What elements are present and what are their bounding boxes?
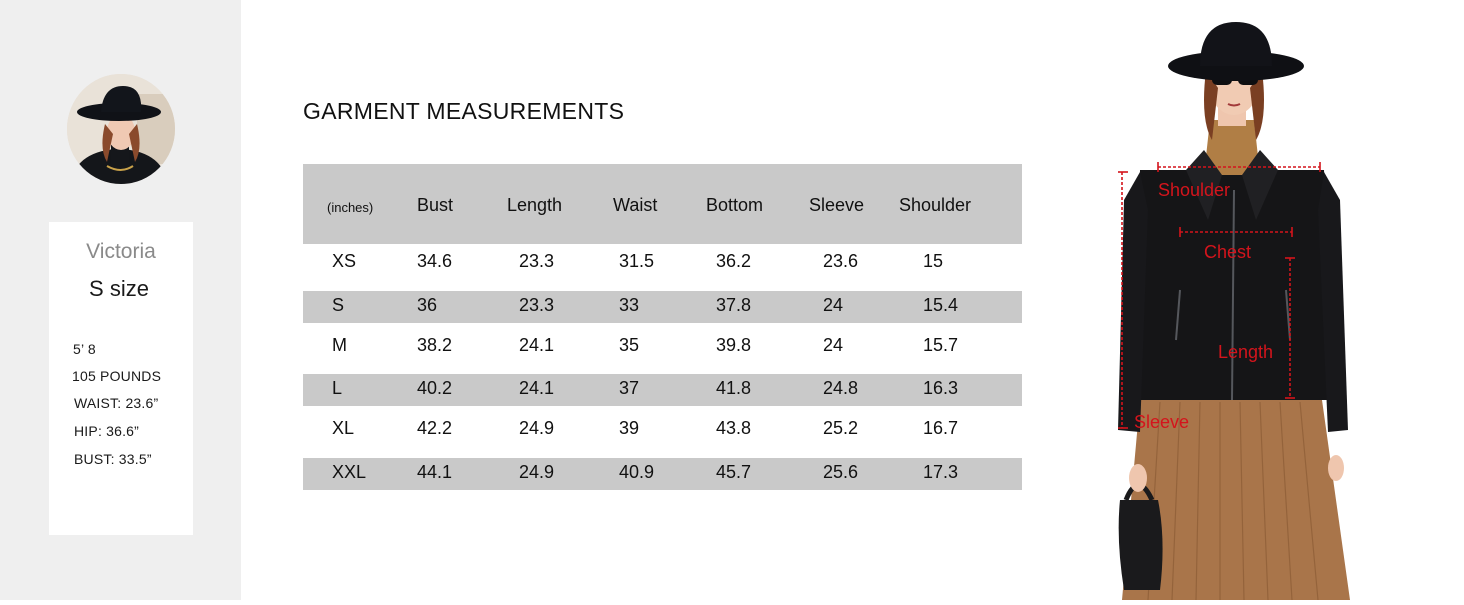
cell-sleeve: 24 — [823, 294, 844, 315]
table-row — [303, 328, 1022, 370]
product-photo — [1100, 0, 1364, 600]
cell-bust: 40.2 — [417, 378, 453, 399]
cell-shoulder: 15.7 — [923, 334, 959, 355]
cell-waist: 37 — [619, 378, 640, 399]
cell-bust: 36 — [417, 294, 438, 315]
cell-length: 24.9 — [519, 418, 555, 439]
cell-shoulder: 15.4 — [923, 294, 959, 315]
model-size: S size — [89, 276, 149, 301]
cell-sleeve: 24 — [823, 334, 844, 355]
page-title: GARMENT MEASUREMENTS — [303, 98, 625, 124]
cell-bottom: 41.8 — [716, 378, 752, 399]
chest-label: Chest — [1204, 242, 1252, 262]
cell-shoulder: 16.7 — [923, 418, 959, 439]
header-bottom: Bottom — [706, 195, 764, 215]
cell-size: XL — [332, 418, 355, 439]
model-name: Victoria — [86, 240, 156, 263]
cell-size: S — [332, 294, 345, 315]
cell-size: M — [332, 334, 347, 355]
cell-bust: 42.2 — [417, 418, 453, 439]
cell-sleeve: 25.6 — [823, 461, 859, 482]
cell-bottom: 37.8 — [716, 294, 752, 315]
header-sleeve: Sleeve — [809, 195, 865, 215]
cell-length: 24.1 — [519, 378, 555, 399]
cell-waist: 31.5 — [619, 251, 655, 271]
cell-bottom: 39.8 — [716, 334, 752, 355]
table-row — [303, 291, 1022, 323]
sleeve-label: Sleeve — [1134, 412, 1190, 432]
cell-length: 24.9 — [519, 461, 555, 482]
model-avatar-illustration — [67, 74, 175, 184]
cell-size: L — [332, 378, 343, 399]
model-bust: BUST: 33.5” — [74, 451, 152, 467]
cell-bottom: 36.2 — [716, 251, 752, 271]
cell-length: 24.1 — [519, 334, 555, 355]
cell-shoulder: 16.3 — [923, 378, 959, 399]
model-weight: 105 POUNDS — [72, 368, 162, 384]
cell-bust: 44.1 — [417, 461, 453, 482]
table-header — [303, 164, 1022, 244]
cell-shoulder: 17.3 — [923, 461, 959, 482]
cell-size: XS — [332, 251, 357, 271]
model-info-card — [49, 222, 193, 535]
cell-bottom: 43.8 — [716, 418, 752, 439]
cell-waist: 35 — [619, 334, 640, 355]
table-row — [303, 374, 1022, 406]
shoulder-label: Shoulder — [1158, 180, 1231, 200]
cell-bottom: 45.7 — [716, 461, 752, 482]
cell-size: XXL — [332, 461, 367, 482]
table-row — [303, 244, 1022, 286]
cell-waist: 33 — [619, 294, 640, 315]
cell-shoulder: 15 — [923, 251, 944, 271]
cell-bust: 38.2 — [417, 334, 453, 355]
cell-length: 23.3 — [519, 294, 555, 315]
model-jacket-illustration — [1100, 0, 1364, 600]
model-avatar — [67, 74, 175, 184]
header-bust: Bust — [417, 195, 454, 215]
cell-bust: 34.6 — [417, 251, 453, 271]
cell-sleeve: 25.2 — [823, 418, 859, 439]
size-chart-table — [303, 164, 1022, 495]
header-unit: (inches) — [327, 200, 374, 215]
model-waist: WAIST: 23.6” — [74, 395, 159, 411]
model-height: 5’ 8 — [73, 341, 96, 357]
header-waist: Waist — [613, 195, 658, 215]
header-length: Length — [507, 195, 563, 215]
table-row — [303, 411, 1022, 453]
cell-waist: 40.9 — [619, 461, 655, 482]
cell-length: 23.3 — [519, 251, 555, 271]
cell-waist: 39 — [619, 418, 640, 439]
cell-sleeve: 23.6 — [823, 251, 859, 271]
header-shoulder: Shoulder — [899, 195, 972, 215]
model-hip: HIP: 36.6” — [74, 423, 140, 439]
model-sidebar — [0, 0, 241, 600]
table-row — [303, 458, 1022, 490]
cell-sleeve: 24.8 — [823, 378, 859, 399]
length-label: Length — [1218, 342, 1274, 362]
